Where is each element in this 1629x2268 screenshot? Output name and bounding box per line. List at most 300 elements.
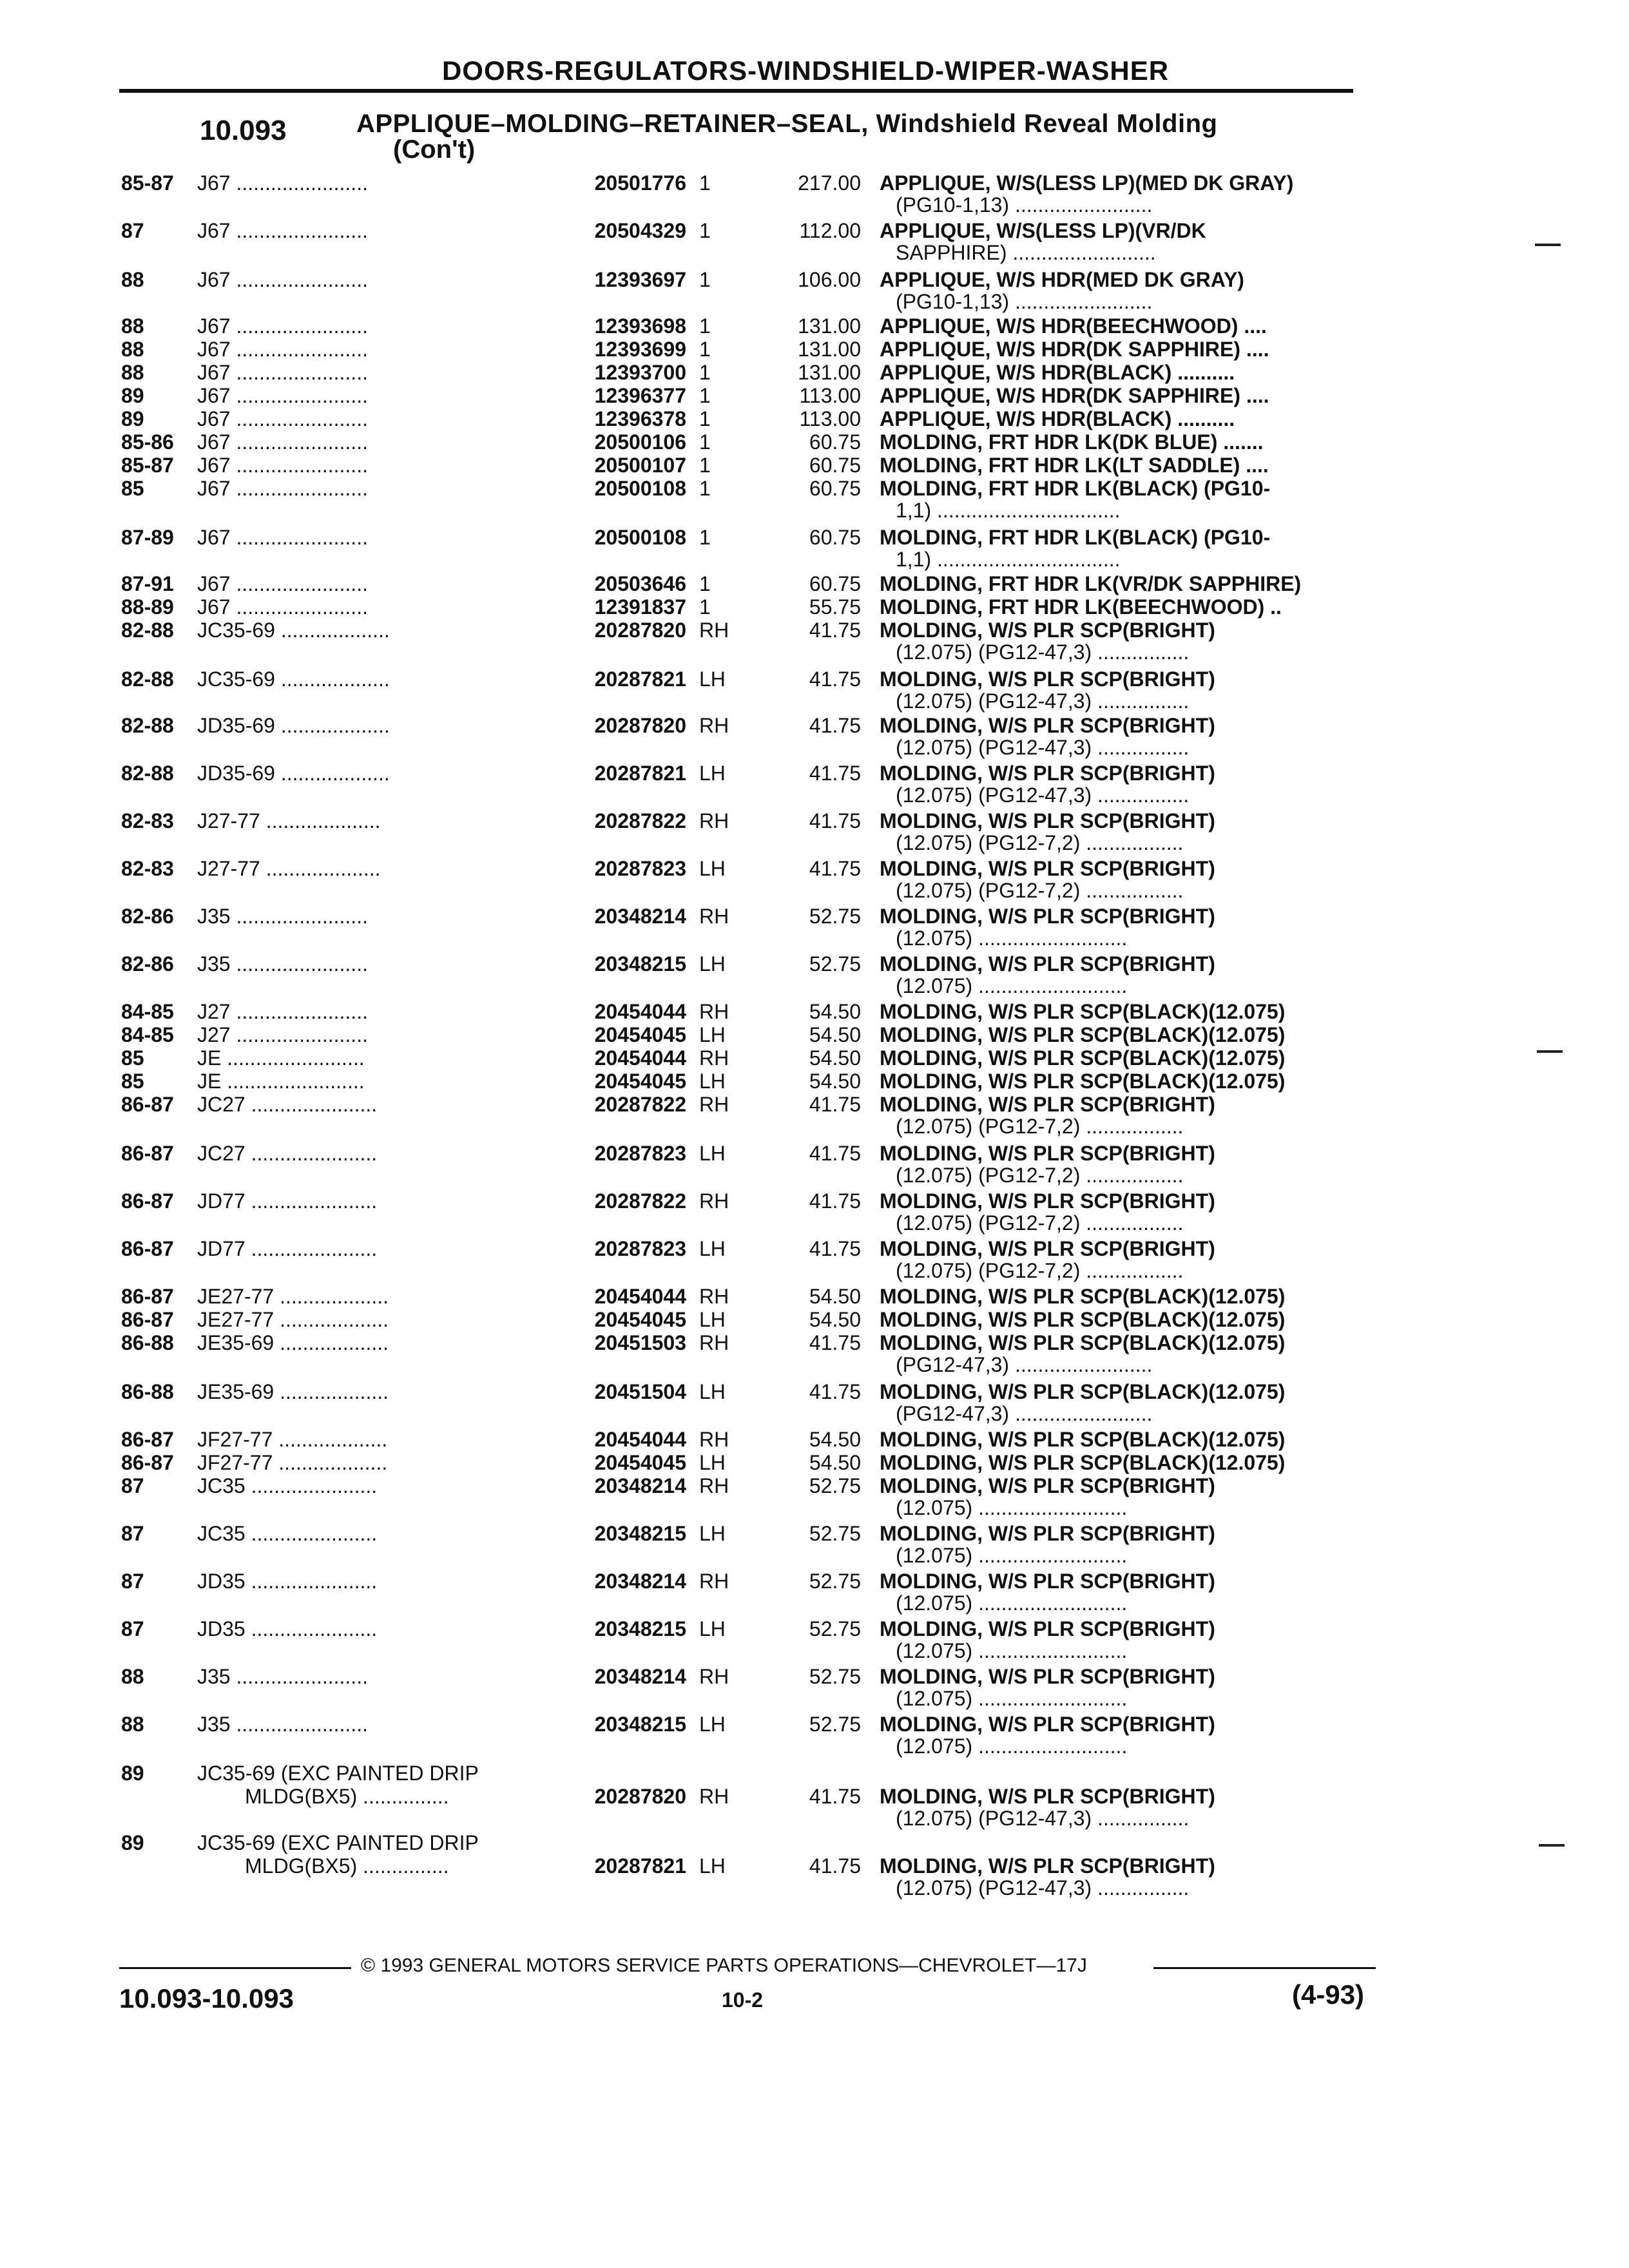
part-number-cell: 20287820 [594,1785,686,1808]
model-cell: J67 ....................... [197,268,368,291]
year-cell: 82-83 [121,809,174,832]
part-number-cell: 20500108 [594,526,686,549]
part-number-cell: 20287822 [594,1093,686,1116]
description-cell: MOLDING, W/S PLR SCP(BRIGHT) [880,1189,1215,1213]
model-cell: JE27-77 ................... [197,1308,389,1331]
quantity-cell: LH [699,1023,726,1046]
year-cell: 86-88 [121,1380,174,1403]
year-cell: 82-88 [121,668,174,691]
price-cell: 52.75 [809,1617,861,1640]
model-cell: JC27 ...................... [197,1142,378,1165]
part-number-cell: 20287820 [594,619,686,642]
quantity-cell: RH [699,1331,729,1354]
model-cell: JD77 ...................... [197,1189,378,1213]
description-cont-cell: (12.075) (PG12-47,3) ................ [896,783,1190,807]
year-cell: 88-89 [121,595,174,619]
part-number-cell: 20287823 [594,1142,686,1165]
description-cont-cell: (PG12-47,3) ........................ [896,1353,1153,1376]
part-number-cell: 20348214 [594,1570,686,1593]
price-cell: 55.75 [809,595,861,619]
year-cell: 89 [121,407,144,430]
description-cell: MOLDING, W/S PLR SCP(BRIGHT) [880,619,1215,642]
year-cell: 86-87 [121,1093,174,1116]
part-number-cell: 20454045 [594,1070,686,1093]
year-cell: 86-87 [121,1237,174,1260]
model-cell: J67 ....................... [197,219,368,242]
quantity-cell: LH [699,1522,726,1545]
model-cell: JD35-69 ................... [197,762,390,785]
year-cell: 85-86 [121,430,174,454]
model-cell: JC35-69 ................... [197,619,390,642]
description-cell: MOLDING, W/S PLR SCP(BRIGHT) [880,1617,1215,1640]
quantity-cell: RH [699,1189,729,1213]
description-cont-cell: (12.075) .......................... [896,1687,1128,1710]
quantity-cell: RH [699,1046,729,1070]
quantity-cell: LH [699,1617,726,1640]
price-cell: 52.75 [809,1522,861,1545]
part-number-cell: 20287821 [594,1854,686,1878]
price-cell: 41.75 [809,1854,861,1878]
model-cell: J35 ....................... [197,1713,368,1736]
model-cell: JC35 ...................... [197,1522,378,1545]
description-cell: MOLDING, W/S PLR SCP(BRIGHT) [880,1665,1215,1688]
price-cell: 54.50 [809,1451,861,1474]
price-cell: 54.50 [809,1428,861,1451]
price-cell: 52.75 [809,905,861,928]
part-number-cell: 12396378 [594,407,686,430]
description-cell: MOLDING, W/S PLR SCP(BLACK)(12.075) [880,1046,1286,1070]
price-cell: 131.00 [798,338,861,361]
description-cell: MOLDING, FRT HDR LK(LT SADDLE) .... [880,454,1269,477]
description-cell: MOLDING, FRT HDR LK(BEECHWOOD) .. [880,595,1282,619]
model-cell: J67 ....................... [197,171,368,195]
model-cell: JD35 ...................... [197,1617,378,1640]
description-cell: MOLDING, W/S PLR SCP(BLACK)(12.075) [880,1070,1286,1093]
price-cell: 60.75 [809,572,861,595]
part-number-cell: 20348215 [594,1522,686,1545]
quantity-cell: LH [699,1237,726,1260]
part-number-cell: 20287823 [594,1237,686,1260]
price-cell: 54.50 [809,1046,861,1070]
quantity-cell: 1 [699,219,711,242]
price-cell: 113.00 [799,384,861,407]
description-cell: MOLDING, W/S PLR SCP(BRIGHT) [880,668,1215,691]
price-cell: 41.75 [809,1142,861,1165]
part-number-cell: 20454044 [594,1000,686,1023]
year-cell: 86-87 [121,1428,174,1451]
description-cell: MOLDING, W/S PLR SCP(BRIGHT) [880,905,1215,928]
quantity-cell: 1 [699,430,711,454]
price-cell: 41.75 [809,1380,861,1403]
part-number-cell: 20504329 [594,219,686,242]
model-cell: J27-77 .................... [197,857,381,880]
price-cell: 41.75 [809,1785,861,1808]
quantity-cell: LH [699,1142,726,1165]
year-cell: 82-88 [121,619,174,642]
year-cell: 87-89 [121,526,174,549]
edge-mark [1535,244,1561,246]
price-cell: 112.00 [799,219,861,242]
page-header-title: DOORS-REGULATORS-WINDSHIELD-WIPER-WASHER [441,55,1170,86]
model-cell: JD35 ...................... [197,1570,378,1593]
part-number-cell: 20503646 [594,572,686,595]
part-number-cell: 20348214 [594,905,686,928]
part-number-cell: 20501776 [594,171,686,195]
model-cell: JE ........................ [197,1046,365,1070]
description-cell: APPLIQUE, W/S HDR(BLACK) .......... [880,407,1235,430]
model-cell-cont: MLDG(BX5) ............... [245,1854,449,1878]
price-cell: 52.75 [809,1665,861,1688]
description-cell: MOLDING, W/S PLR SCP(BLACK)(12.075) [880,1380,1286,1403]
description-cell: MOLDING, W/S PLR SCP(BRIGHT) [880,714,1215,737]
part-number-cell: 20287822 [594,1189,686,1213]
year-cell: 84-85 [121,1023,174,1046]
description-cell: MOLDING, W/S PLR SCP(BLACK)(12.075) [880,1023,1286,1046]
description-cont-cell: (12.075) (PG12-47,3) ................ [896,736,1190,759]
quantity-cell: 1 [699,477,711,500]
price-cell: 41.75 [809,809,861,832]
description-cell: APPLIQUE, W/S HDR(BEECHWOOD) .... [880,314,1267,338]
model-cell: J67 ....................... [197,338,368,361]
description-cell: APPLIQUE, W/S(LESS LP)(VR/DK [880,219,1206,242]
quantity-cell: RH [699,1000,729,1023]
model-cell-cont: MLDG(BX5) ............... [245,1785,449,1808]
year-cell: 82-86 [121,905,174,928]
price-cell: 60.75 [809,454,861,477]
year-cell: 87 [121,1570,144,1593]
header-divider [119,89,1353,93]
quantity-cell: LH [699,1451,726,1474]
year-cell: 82-83 [121,857,174,880]
quantity-cell: LH [699,1070,726,1093]
model-cell: J67 ....................... [197,572,368,595]
quantity-cell: LH [699,1713,726,1736]
price-cell: 54.50 [809,1070,861,1093]
quantity-cell: RH [699,714,729,737]
description-cell: MOLDING, FRT HDR LK(VR/DK SAPPHIRE) [880,572,1302,595]
description-cont-cell: 1,1) ................................ [896,548,1121,571]
model-cell: J67 ....................... [197,361,368,384]
price-cell: 41.75 [809,1237,861,1260]
quantity-cell: 1 [699,268,711,291]
description-cell: MOLDING, W/S PLR SCP(BRIGHT) [880,1854,1215,1878]
description-cont-cell: (PG10-1,13) ........................ [896,290,1153,313]
quantity-cell: RH [699,619,729,642]
part-number-cell: 20287820 [594,714,686,737]
part-number-cell: 20500107 [594,454,686,477]
description-cont-cell: (12.075) .......................... [896,927,1128,950]
price-cell: 54.50 [809,1308,861,1331]
quantity-cell: RH [699,1474,729,1497]
model-cell: J67 ....................... [197,526,368,549]
footer-rule-right [1153,1967,1376,1969]
part-number-cell: 20454045 [594,1023,686,1046]
description-cell: MOLDING, W/S PLR SCP(BLACK)(12.075) [880,1428,1286,1451]
footer-section-range: 10.093-10.093 [119,1983,294,2013]
price-cell: 41.75 [809,1093,861,1116]
description-cont-cell: (12.075) (PG12-7,2) ................. [896,879,1184,902]
quantity-cell: LH [699,1854,726,1878]
part-number-cell: 12393699 [594,338,686,361]
description-cell: APPLIQUE, W/S(LESS LP)(MED DK GRAY) [880,171,1294,195]
description-cell: MOLDING, FRT HDR LK(BLACK) (PG10- [880,526,1271,549]
model-cell: JE27-77 ................... [197,1285,389,1308]
model-cell: J67 ....................... [197,454,368,477]
quantity-cell: RH [699,1570,729,1593]
quantity-cell: 1 [699,171,711,195]
year-cell: 87-91 [121,572,174,595]
description-cell: APPLIQUE, W/S HDR(DK SAPPHIRE) .... [880,338,1269,361]
footer-page-number: 10-2 [722,1988,764,2012]
description-cell: MOLDING, W/S PLR SCP(BRIGHT) [880,762,1215,785]
description-cont-cell: (12.075) .......................... [896,1591,1128,1615]
quantity-cell: RH [699,1285,729,1308]
description-cell: MOLDING, W/S PLR SCP(BRIGHT) [880,1093,1215,1116]
price-cell: 52.75 [809,952,861,975]
quantity-cell: RH [699,1428,729,1451]
description-cell: MOLDING, W/S PLR SCP(BRIGHT) [880,1522,1215,1545]
description-cell: MOLDING, W/S PLR SCP(BRIGHT) [880,809,1215,832]
price-cell: 41.75 [809,857,861,880]
year-cell: 88 [121,361,144,384]
description-cell: MOLDING, W/S PLR SCP(BLACK)(12.075) [880,1000,1286,1023]
quantity-cell: LH [699,762,726,785]
year-cell: 89 [121,1762,144,1785]
part-number-cell: 20348214 [594,1474,686,1497]
description-cell: MOLDING, W/S PLR SCP(BRIGHT) [880,1713,1215,1736]
year-cell: 85 [121,1046,144,1070]
model-cell: J67 ....................... [197,407,368,430]
year-cell: 85-87 [121,171,174,195]
part-number-cell: 20454044 [594,1046,686,1070]
model-cell: JC35 ...................... [197,1474,378,1497]
description-cell: MOLDING, W/S PLR SCP(BRIGHT) [880,1237,1215,1260]
year-cell: 87 [121,1522,144,1545]
year-cell: 88 [121,338,144,361]
year-cell: 87 [121,219,144,242]
year-cell: 86-87 [121,1308,174,1331]
year-cell: 86-87 [121,1142,174,1165]
part-number-cell: 12396377 [594,384,686,407]
part-number-cell: 20454044 [594,1285,686,1308]
part-number-cell: 20500108 [594,477,686,500]
quantity-cell: RH [699,809,729,832]
quantity-cell: LH [699,1308,726,1331]
description-cont-cell: SAPPHIRE) ......................... [896,241,1156,264]
description-cell: MOLDING, W/S PLR SCP(BLACK)(12.075) [880,1451,1286,1474]
model-cell: JC35-69 (EXC PAINTED DRIP [197,1831,479,1854]
part-number-cell: 20454045 [594,1451,686,1474]
year-cell: 86-87 [121,1451,174,1474]
description-cont-cell: (12.075) (PG12-7,2) ................. [896,1164,1184,1187]
year-cell: 84-85 [121,1000,174,1023]
description-cont-cell: (PG10-1,13) ........................ [896,193,1153,216]
part-number-cell: 20287821 [594,668,686,691]
model-cell: J67 ....................... [197,477,368,500]
model-cell: J27-77 .................... [197,809,381,832]
quantity-cell: RH [699,905,729,928]
price-cell: 131.00 [798,314,861,338]
description-cont-cell: (12.075) .......................... [896,1544,1128,1567]
part-number-cell: 20287822 [594,809,686,832]
description-cell: APPLIQUE, W/S HDR(MED DK GRAY) [880,268,1244,291]
quantity-cell: RH [699,1665,729,1688]
section-title: APPLIQUE–MOLDING–RETAINER–SEAL, Windshield Reveal Molding [356,110,1218,138]
year-cell: 88 [121,314,144,338]
quantity-cell: 1 [699,314,711,338]
price-cell: 106.00 [798,268,861,291]
price-cell: 41.75 [809,1189,861,1213]
price-cell: 41.75 [809,1331,861,1354]
model-cell: JE ........................ [197,1070,365,1093]
model-cell: J67 ....................... [197,314,368,338]
price-cell: 52.75 [809,1713,861,1736]
edge-mark [1539,1844,1565,1847]
model-cell: J67 ....................... [197,430,368,454]
part-number-cell: 20454044 [594,1428,686,1451]
description-cont-cell: (12.075) .......................... [896,1639,1128,1662]
part-number-cell: 20348215 [594,1617,686,1640]
quantity-cell: 1 [699,572,711,595]
price-cell: 131.00 [798,361,861,384]
description-cell: MOLDING, FRT HDR LK(BLACK) (PG10- [880,477,1271,500]
year-cell: 88 [121,1713,144,1736]
part-number-cell: 20348215 [594,1713,686,1736]
year-cell: 82-88 [121,762,174,785]
description-cell: MOLDING, W/S PLR SCP(BRIGHT) [880,1785,1215,1808]
footer-date: (4-93) [1292,1979,1365,2010]
part-number-cell: 12393698 [594,314,686,338]
description-cont-cell: (PG12-47,3) ........................ [896,1402,1153,1425]
model-cell: J35 ....................... [197,905,368,928]
description-cont-cell: 1,1) ................................ [896,499,1121,522]
part-number-cell: 20451504 [594,1380,686,1403]
part-number-cell: 20287821 [594,762,686,785]
description-cell: MOLDING, W/S PLR SCP(BLACK)(12.075) [880,1285,1286,1308]
model-cell: J27 ....................... [197,1023,368,1046]
part-number-cell: 12393700 [594,361,686,384]
model-cell: JC35-69 ................... [197,668,390,691]
section-number: 10.093 [200,115,287,146]
quantity-cell: 1 [699,526,711,549]
quantity-cell: LH [699,668,726,691]
year-cell: 82-88 [121,714,174,737]
description-cell: MOLDING, FRT HDR LK(DK BLUE) ....... [880,430,1264,454]
description-cell: MOLDING, W/S PLR SCP(BRIGHT) [880,857,1215,880]
description-cell: MOLDING, W/S PLR SCP(BLACK)(12.075) [880,1308,1286,1331]
quantity-cell: 1 [699,595,711,619]
part-number-cell: 20348215 [594,952,686,975]
model-cell: JC27 ...................... [197,1093,378,1116]
model-cell: J67 ....................... [197,384,368,407]
model-cell: J35 ....................... [197,1665,368,1688]
quantity-cell: 1 [699,361,711,384]
price-cell: 54.50 [809,1000,861,1023]
model-cell: JF27-77 ................... [197,1451,388,1474]
description-cont-cell: (12.075) (PG12-7,2) ................. [896,1211,1184,1235]
description-cell: MOLDING, W/S PLR SCP(BRIGHT) [880,1142,1215,1165]
quantity-cell: 1 [699,454,711,477]
model-cell: J27 ....................... [197,1000,368,1023]
quantity-cell: 1 [699,407,711,430]
part-number-cell: 20348214 [594,1665,686,1688]
quantity-cell: LH [699,1380,726,1403]
price-cell: 60.75 [809,430,861,454]
description-cont-cell: (12.075) .......................... [896,974,1128,997]
part-number-cell: 20500106 [594,430,686,454]
description-cell: MOLDING, W/S PLR SCP(BLACK)(12.075) [880,1331,1286,1354]
footer-rule-left [119,1967,351,1969]
model-cell: JC35-69 (EXC PAINTED DRIP [197,1762,479,1785]
year-cell: 87 [121,1617,144,1640]
price-cell: 54.50 [809,1023,861,1046]
quantity-cell: LH [699,952,726,975]
year-cell: 89 [121,1831,144,1854]
description-cont-cell: (12.075) (PG12-7,2) ................. [896,1115,1184,1138]
footer-copyright: © 1993 GENERAL MOTORS SERVICE PARTS OPERATIONS—CHEVROLET—17J [361,1955,1087,1976]
price-cell: 41.75 [809,762,861,785]
year-cell: 89 [121,384,144,407]
year-cell: 87 [121,1474,144,1497]
description-cont-cell: (12.075) (PG12-47,3) ................ [896,689,1190,713]
quantity-cell: RH [699,1785,729,1808]
model-cell: JD35-69 ................... [197,714,390,737]
year-cell: 86-88 [121,1331,174,1354]
year-cell: 88 [121,268,144,291]
model-cell: J67 ....................... [197,595,368,619]
year-cell: 82-86 [121,952,174,975]
model-cell: J35 ....................... [197,952,368,975]
part-number-cell: 12391837 [594,595,686,619]
description-cell: MOLDING, W/S PLR SCP(BRIGHT) [880,1570,1215,1593]
description-cont-cell: (12.075) .......................... [896,1496,1128,1519]
model-cell: JE35-69 ................... [197,1380,389,1403]
price-cell: 41.75 [809,668,861,691]
model-cell: JF27-77 ................... [197,1428,388,1451]
price-cell: 52.75 [809,1570,861,1593]
year-cell: 85 [121,1070,144,1093]
price-cell: 52.75 [809,1474,861,1497]
edge-mark [1537,1050,1563,1053]
quantity-cell: RH [699,1093,729,1116]
quantity-cell: 1 [699,384,711,407]
description-cell: APPLIQUE, W/S HDR(BLACK) .......... [880,361,1235,384]
model-cell: JE35-69 ................... [197,1331,389,1354]
price-cell: 41.75 [809,714,861,737]
price-cell: 217.00 [798,171,861,195]
description-cell: MOLDING, W/S PLR SCP(BRIGHT) [880,1474,1215,1497]
quantity-cell: 1 [699,338,711,361]
description-cont-cell: (12.075) (PG12-47,3) ................ [896,640,1190,664]
part-number-cell: 20287823 [594,857,686,880]
price-cell: 113.00 [799,407,861,430]
quantity-cell: LH [699,857,726,880]
part-number-cell: 20454045 [594,1308,686,1331]
description-cell: MOLDING, W/S PLR SCP(BRIGHT) [880,952,1215,975]
description-cont-cell: (12.075) .......................... [896,1735,1128,1758]
description-cont-cell: (12.075) (PG12-7,2) ................. [896,1259,1184,1282]
part-number-cell: 20451503 [594,1331,686,1354]
price-cell: 60.75 [809,526,861,549]
description-cont-cell: (12.075) (PG12-47,3) ................ [896,1876,1190,1899]
year-cell: 85 [121,477,144,500]
price-cell: 60.75 [809,477,861,500]
year-cell: 86-87 [121,1285,174,1308]
description-cell: APPLIQUE, W/S HDR(DK SAPPHIRE) .... [880,384,1269,407]
description-cont-cell: (12.075) (PG12-47,3) ................ [896,1807,1190,1830]
model-cell: JD77 ...................... [197,1237,378,1260]
price-cell: 41.75 [809,619,861,642]
